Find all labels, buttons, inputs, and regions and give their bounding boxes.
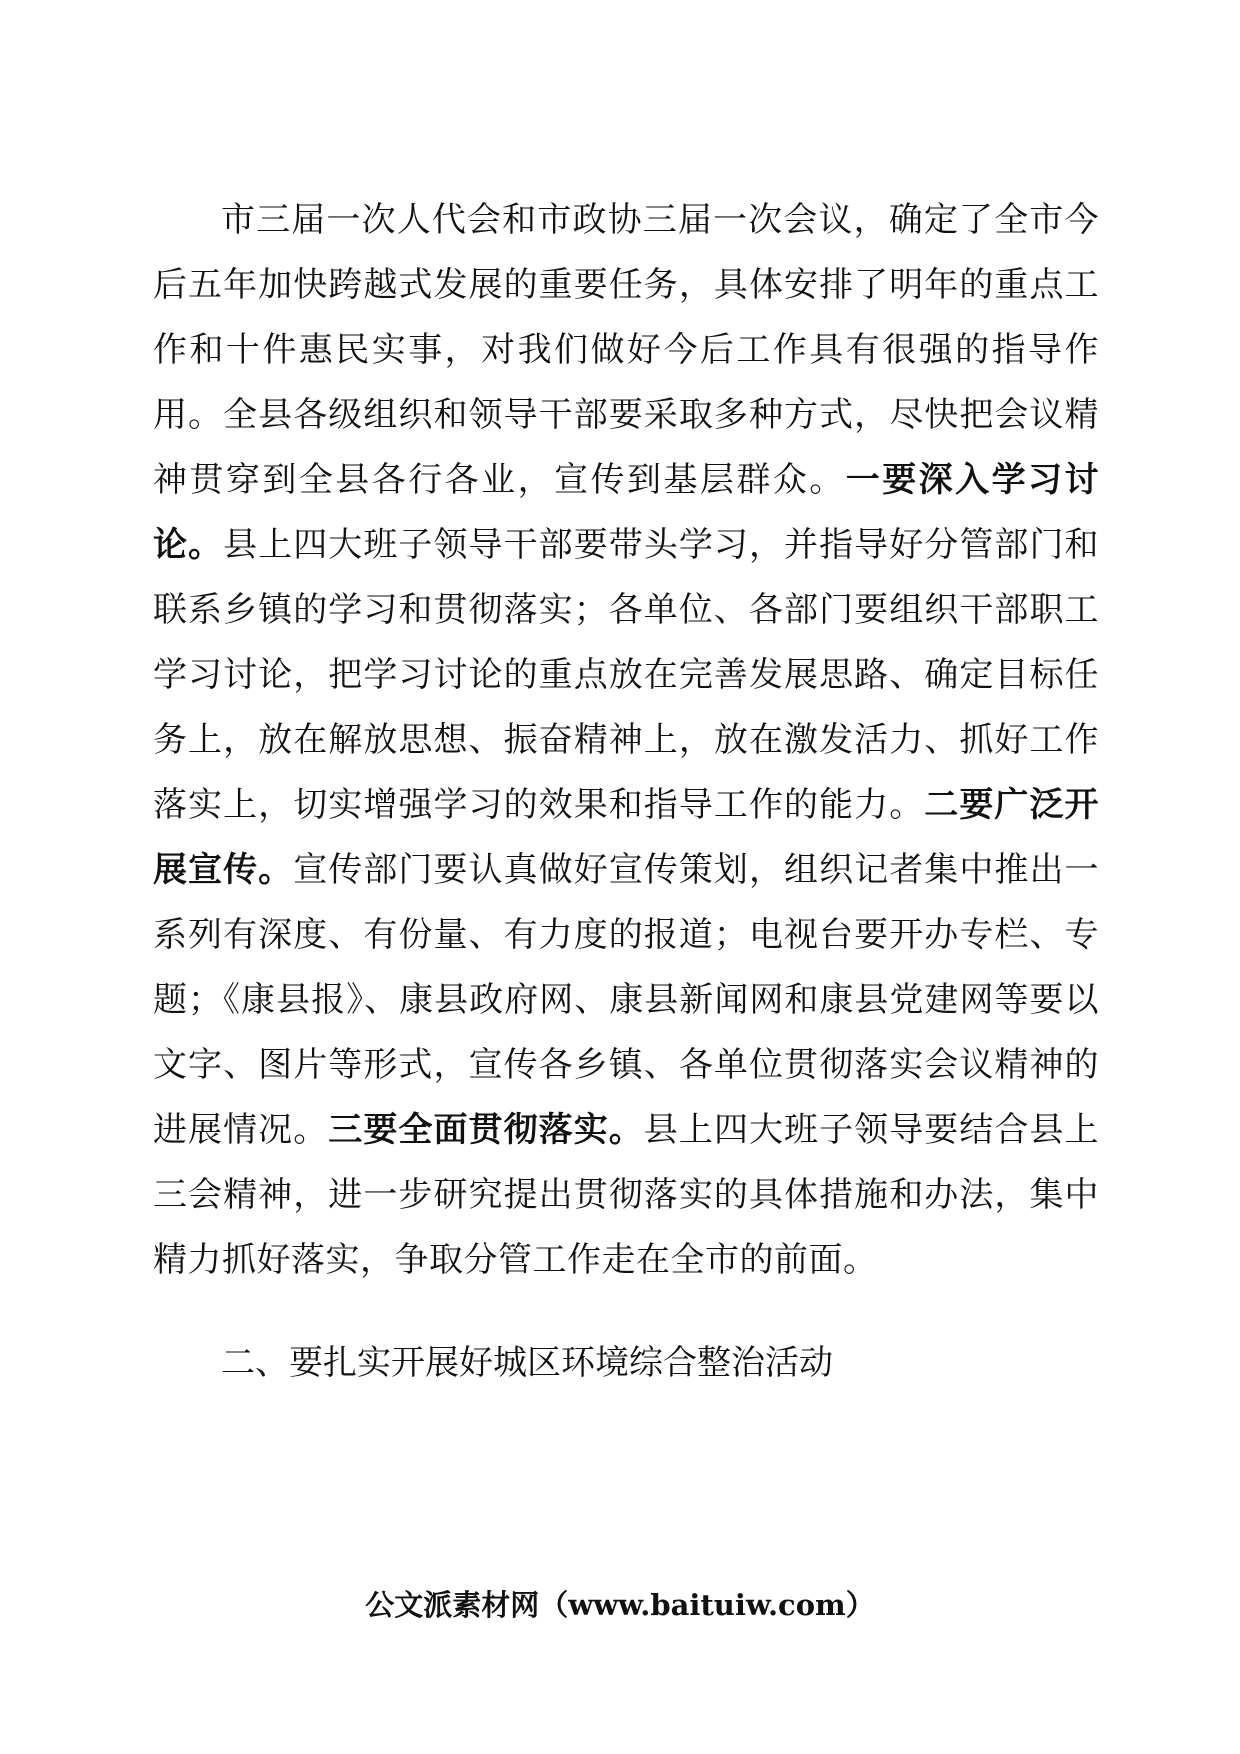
footer-watermark: 公文派素材网（www.baituiw.com）	[365, 1588, 875, 1622]
paragraph-text: 县上四大班子领导干部要带头学习，并指导好分管部门和联系乡镇的学习和贯彻落实；各单位、各部门要组织干部职工学习讨论，把学习讨论的重点放在完善发展思路、确定目标任务上，放在解放思想、振奋精神上，放在激发活力、抓好工作落实上，切实增强学习的效果和指导工作的能力。	[153, 525, 1100, 825]
key-point-2: 二要广泛开展宣传。	[153, 785, 1100, 890]
paragraph-text: 市三届一次人代会和市政协三届一次会议，确定了全市今后五年加快跨越式发展的重要任务，具体安排了明年的重点工作和十件惠民实事，对我们做好今后工作具有很强的指导作用。全县各级组织和领导干部要采取多种方式，尽快把会议精神贯穿到全县各行各业，宣传到基层群众。	[153, 200, 1099, 500]
paragraph-text: 县上四大班子领导要结合县上三会精神，进一步研究提出贯彻落实的具体措施和办法，集中精力抓好落实，争取分管工作走在全市的前面。	[153, 1110, 1100, 1280]
body-paragraph	[153, 188, 1099, 1293]
key-point-3: 三要全面贯彻落实。	[328, 1110, 644, 1150]
key-point-1: 一要深入学习讨论。	[153, 460, 1100, 565]
paragraph-text: 宣传部门要认真做好宣传策划，组织记者集中推出一系列有深度、有份量、有力度的报道；电视台要开办专栏、专题；《康县报》、康县政府网、康县新闻网和康县党建网等要以文字、图片等形式，宣传各乡镇、各单位贯彻落实会议精神的进展情况。	[153, 850, 1100, 1150]
section-heading: 二、要扎实开展好城区环境综合整治活动	[221, 1343, 833, 1383]
